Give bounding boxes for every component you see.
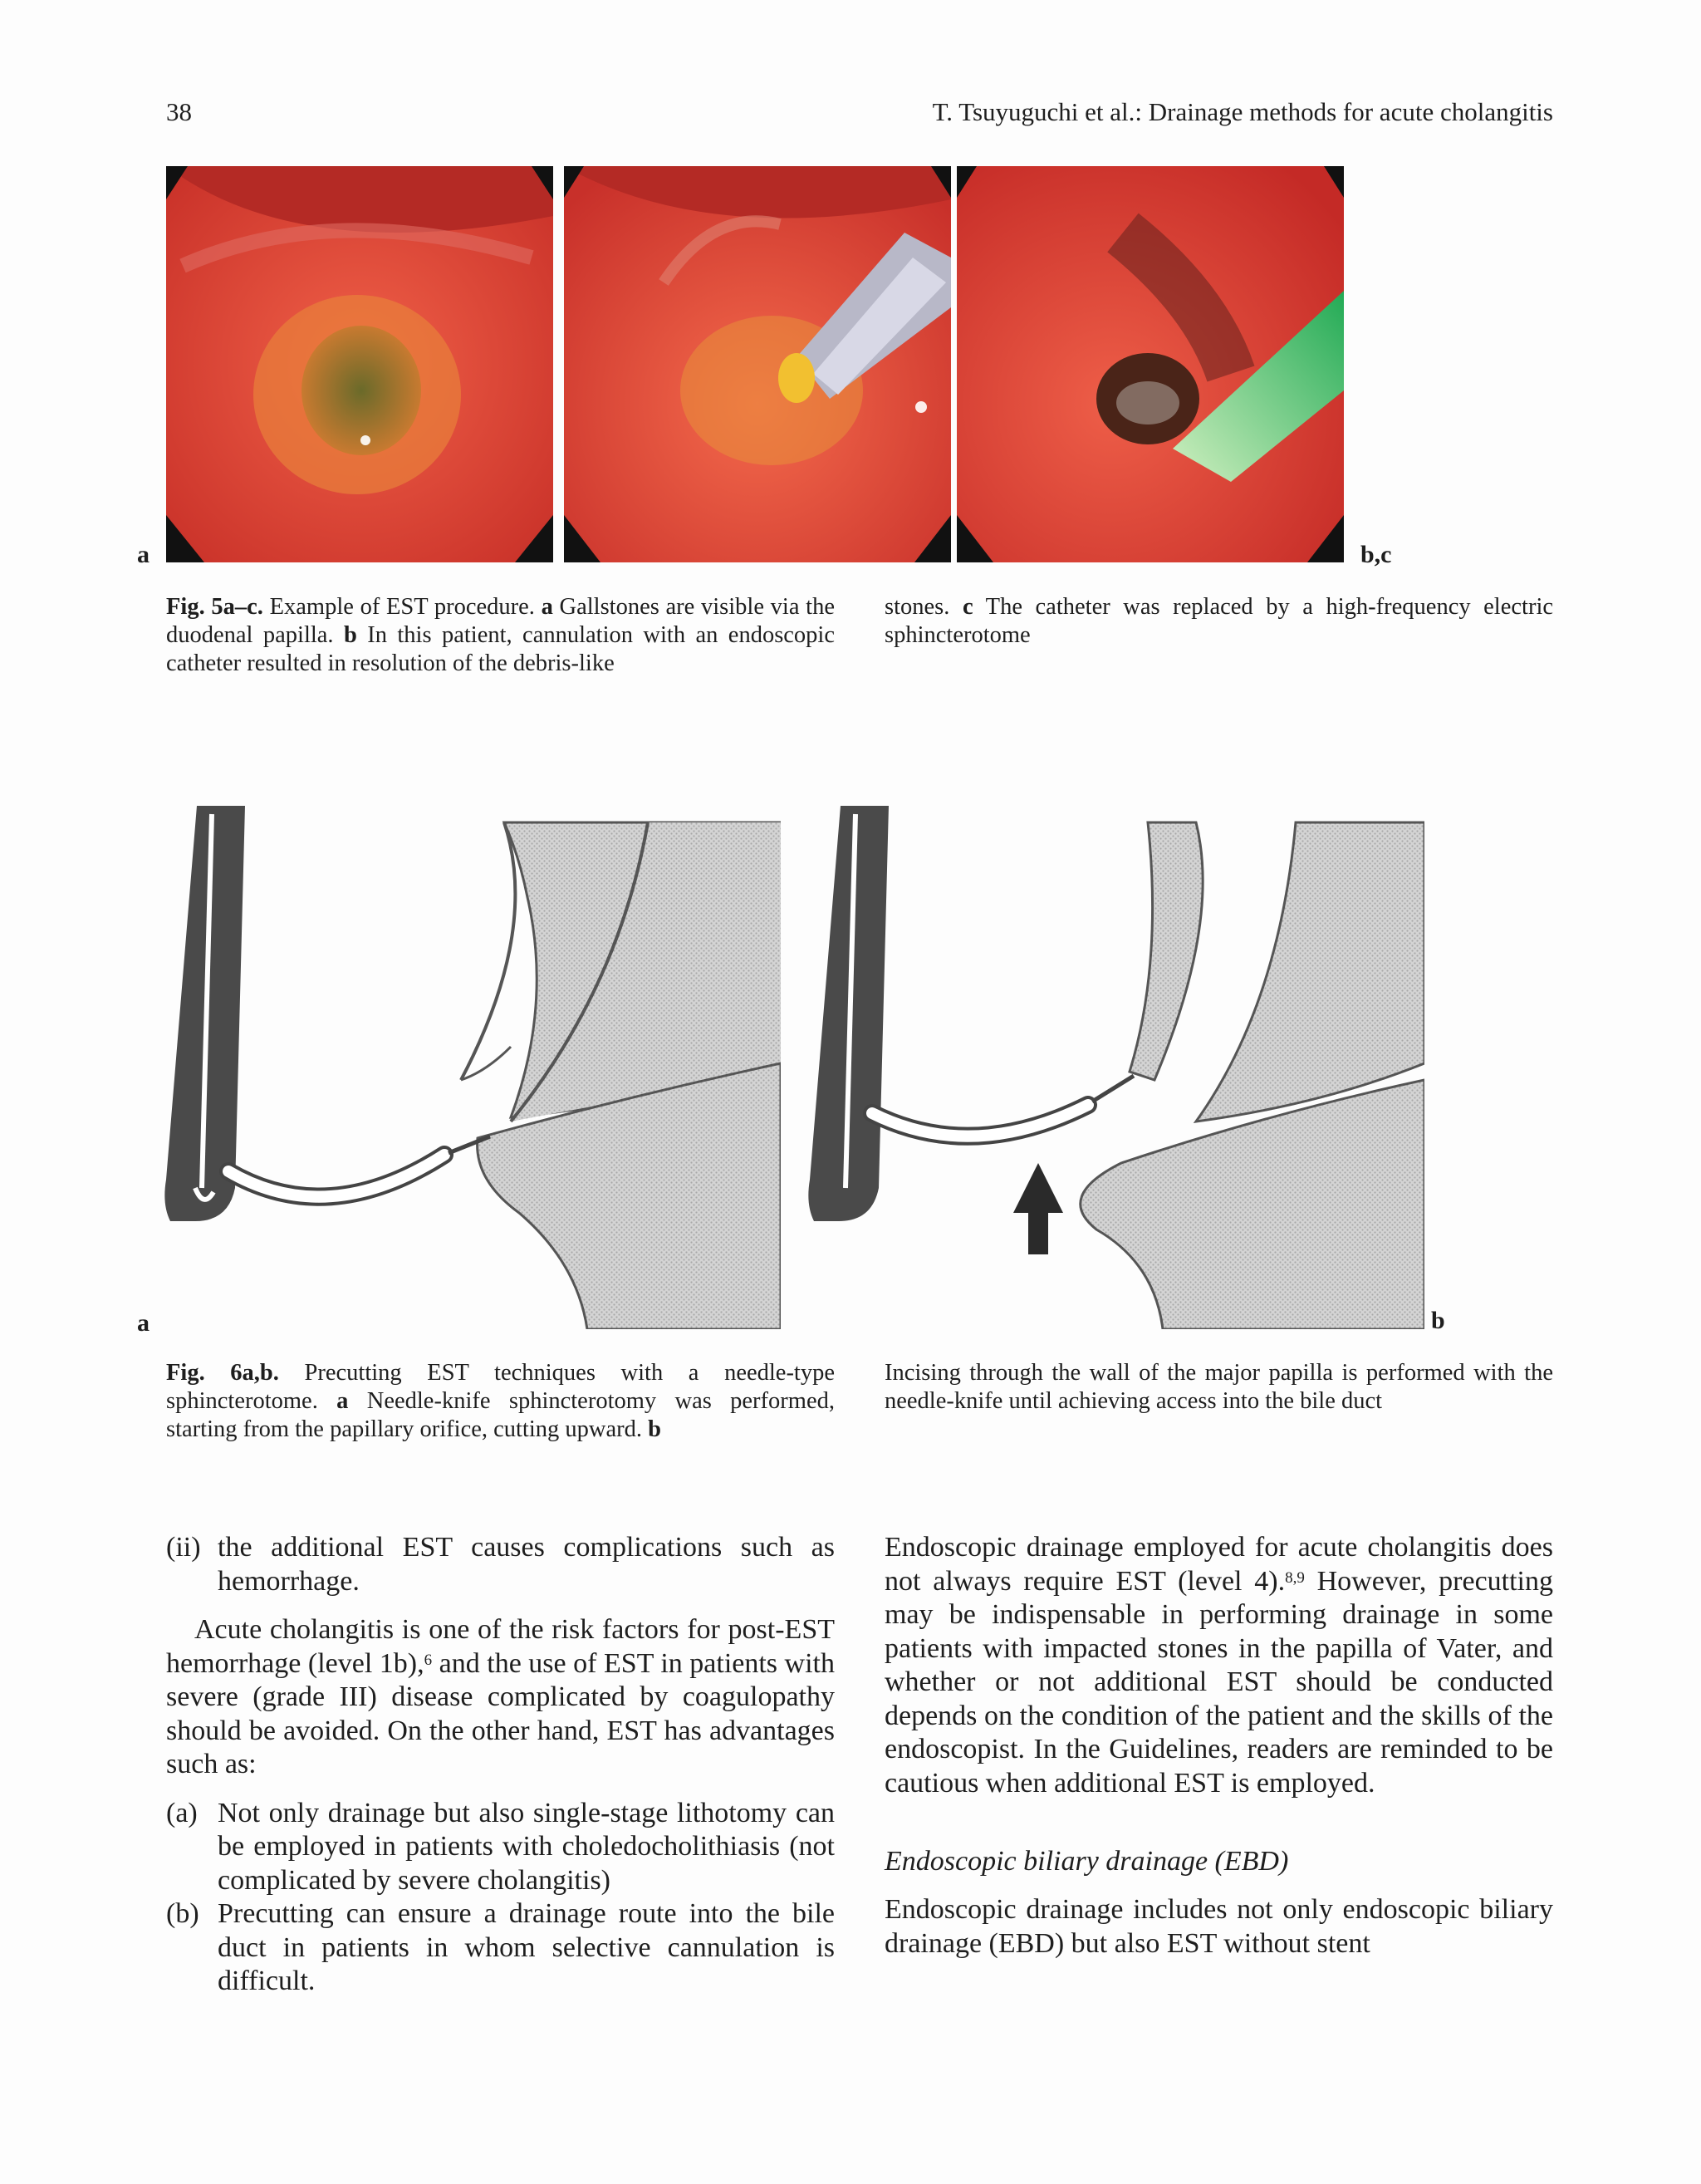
fig5-caption-left: Fig. 5a–c. Example of EST procedure. a Gallstones are visible via the duodenal papilla. b In this patient, cannulation with an endoscopic catheter resulted in resolution of the debris-like <box>166 594 835 676</box>
section-heading: Endoscopic biliary drainage (EBD) <box>885 1846 1289 1877</box>
fig6-panel-label-a: a <box>137 1309 150 1337</box>
fig6-diagram-b <box>806 798 1424 1329</box>
fig5-label: Fig. 5a–c. <box>166 594 263 620</box>
fig6-caption-right: Incising through the wall of the major papilla is performed with the needle-knife until achieving access into the bile duct <box>885 1360 1553 1414</box>
fig6-panel-label-b: b <box>1431 1307 1445 1334</box>
list-item-b: (b) Precutting can ensure a drainage route into the bile duct in patients in whom selective cannulation is difficult. <box>166 1898 835 1996</box>
citation: 8,9 <box>1285 1568 1305 1587</box>
paragraph: Acute cholangitis is one of the risk factors for post-EST hemorrhage (level 1b),$^6$ and the use of EST in patients with severe (grade III) disease complicated by coagulopathy should be avoided. On the other hand, EST has advantages such as: <box>166 1614 835 1779</box>
paragraph: Endoscopic drainage employed for acute cholangitis does not always require EST (level 4).$^{8,9}$ However, precutting may be indispensable in performing drainage in some patients with impacted stones in the papilla of Vater, and whether or not additional EST should be conducted depends on the condition of the patient and the skills of the endoscopist. In the Guidelines, readers are reminded to be cautious when additional EST is employed. <box>885 1532 1553 1799</box>
list-item-a: (a) Not only drainage but also single-stage lithotomy can be employed in patients with choledocholithiasis (not complicated by severe cholangitis) <box>166 1797 835 1896</box>
fig5-caption-right: stones. c The catheter was replaced by a high-frequency electric sphincterotome <box>885 594 1554 648</box>
body-left-column <box>166 1531 835 1999</box>
list-item-ii: (ii) the additional EST causes complications such as hemorrhage. <box>166 1532 835 1597</box>
fig5-photo-c <box>957 166 1344 562</box>
fig5-panel-label-bc: b,c <box>1360 541 1392 568</box>
fig6-label: Fig. 6a,b. <box>166 1360 279 1386</box>
fig6-caption-left: Fig. 6a,b. Precutting EST techniques with a needle-type sphincterotome. a Needle-knife sphincterotomy was performed, starting from the papillary orifice, cutting upward. b <box>166 1360 835 1442</box>
fig6-diagram-a <box>162 798 781 1329</box>
fig5-panel-label-a: a <box>137 541 150 568</box>
page-number: 38 <box>166 97 192 126</box>
paragraph: Endoscopic drainage includes not only endoscopic biliary drainage (EBD) but also EST without stent <box>885 1894 1553 1959</box>
running-title: T. Tsuyuguchi et al.: Drainage methods for acute cholangitis <box>932 97 1553 126</box>
fig5-photo-a <box>166 166 553 562</box>
citation: 6 <box>424 1651 433 1669</box>
body-right-column <box>885 1531 1553 1961</box>
fig5-photo-b <box>564 166 951 562</box>
